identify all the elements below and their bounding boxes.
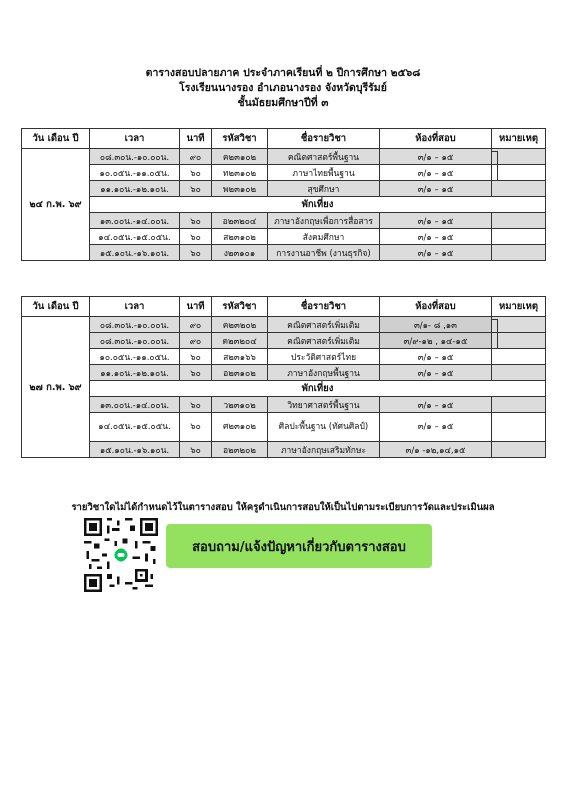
time-cell: ๐๘.๓๐น.-๑๐.๐๐น. bbox=[90, 317, 180, 333]
subject-cell: ภาษาอังกฤษพื้นฐาน bbox=[268, 365, 380, 381]
table-row bbox=[22, 349, 546, 365]
table-header-row bbox=[22, 297, 546, 317]
code-cell: ส๒๓๑๐๒ bbox=[212, 229, 268, 245]
time-cell: ๑๔.๐๕น.-๑๕.๐๕น. bbox=[90, 413, 180, 442]
room-cell: ๓/๙-๑๒ , ๑๔-๑๕ bbox=[380, 333, 492, 349]
subject-cell: ภาษาไทยพื้นฐาน bbox=[268, 165, 380, 181]
exam-date: ๒๗ ก.พ. ๖๙ bbox=[22, 317, 90, 458]
minutes-cell: ๖๐ bbox=[180, 442, 212, 458]
subject-cell: ภาษาอังกฤษเพื่อการสื่อสาร bbox=[268, 213, 380, 229]
exam-table-day1 bbox=[21, 128, 546, 261]
code-cell: พ๒๓๑๐๒ bbox=[212, 181, 268, 197]
table-row bbox=[22, 181, 546, 197]
exam-table-day2 bbox=[21, 296, 546, 458]
remark-cell bbox=[492, 365, 546, 381]
remark-cell bbox=[492, 213, 546, 229]
minutes-cell: ๖๐ bbox=[180, 397, 212, 413]
code-cell: ค๒๓๑๐๒ bbox=[212, 149, 268, 165]
code-cell: ค๒๓๒๐๔ bbox=[212, 333, 268, 349]
col-date: วัน เดือน ปี bbox=[22, 297, 90, 317]
room-cell: ๓/๑ – ๑๕ bbox=[380, 213, 492, 229]
subject-cell: สังคมศึกษา bbox=[268, 229, 380, 245]
minutes-cell: ๖๐ bbox=[180, 365, 212, 381]
code-cell: อ๒๓๑๐๒ bbox=[212, 365, 268, 381]
col-date: วัน เดือน ปี bbox=[22, 129, 90, 149]
table-row bbox=[22, 229, 546, 245]
remark-cell bbox=[492, 333, 546, 349]
subject-cell: วิทยาศาสตร์พื้นฐาน bbox=[268, 397, 380, 413]
remark-cell bbox=[492, 165, 546, 181]
code-cell: ว๒๓๑๐๒ bbox=[212, 397, 268, 413]
contact-exam-schedule-button[interactable]: สอบถาม/แจ้งปัญหาเกี่ยวกับตารางสอบ bbox=[166, 524, 432, 568]
minutes-cell: ๖๐ bbox=[180, 413, 212, 442]
remark-cell bbox=[492, 413, 546, 442]
subject-cell: การงานอาชีพ (งานธุรกิจ) bbox=[268, 245, 380, 261]
remark-cell bbox=[492, 181, 546, 197]
minutes-cell: ๙๐ bbox=[180, 333, 212, 349]
room-cell: ๓/๑ – ๑๕ bbox=[380, 149, 492, 165]
subject-cell: คณิตศาสตร์เพิ่มเติม bbox=[268, 333, 380, 349]
minutes-cell: ๖๐ bbox=[180, 165, 212, 181]
code-cell: ส๒๓๑๖๖ bbox=[212, 349, 268, 365]
col-minutes: นาที bbox=[180, 129, 212, 149]
table-row bbox=[22, 397, 546, 413]
col-remark: หมายเหตุ bbox=[492, 297, 546, 317]
remark-bracket bbox=[491, 151, 498, 181]
lunch-break-label: พักเที่ยง bbox=[90, 381, 546, 397]
room-cell: ๓/๑ – ๑๕ bbox=[380, 365, 492, 381]
time-cell: ๑๔.๐๕น.-๑๕.๐๕น. bbox=[90, 229, 180, 245]
minutes-cell: ๖๐ bbox=[180, 349, 212, 365]
room-cell: ๓/๑ -๑๒,๑๔,๑๕ bbox=[380, 442, 492, 458]
lunch-break-label: พักเที่ยง bbox=[90, 197, 546, 213]
col-subject: ชื่อรายวิชา bbox=[268, 129, 380, 149]
col-remark: หมายเหตุ bbox=[492, 129, 546, 149]
school-name: โรงเรียนนางรอง อำเภอนางรอง จังหวัดบุรีรัมย์ bbox=[179, 82, 387, 94]
subject-cell: สุขศึกษา bbox=[268, 181, 380, 197]
room-cell: ๓/๑ – ๑๕ bbox=[380, 397, 492, 413]
room-cell: ๓/๑ – ๑๕ bbox=[380, 181, 492, 197]
col-subject: ชื่อรายวิชา bbox=[268, 297, 380, 317]
room-cell: ๓/๑- ๘ ,๑๓ bbox=[380, 317, 492, 333]
remark-cell bbox=[492, 245, 546, 261]
table-row bbox=[22, 333, 546, 349]
table-row bbox=[22, 245, 546, 261]
time-cell: ๑๑.๑๐น.-๑๒.๑๐น. bbox=[90, 365, 180, 381]
exam-note: รายวิชาใดไม่ได้กำหนดไว้ในตารางสอบ ให้ครูดำเนินการสอบให้เป็นไปตามระเบียบการวัดและประเมินผล bbox=[71, 502, 495, 513]
minutes-cell: ๖๐ bbox=[180, 181, 212, 197]
col-time: เวลา bbox=[90, 129, 180, 149]
document-header bbox=[0, 66, 566, 111]
minutes-cell: ๙๐ bbox=[180, 317, 212, 333]
code-cell: ศ๒๓๑๐๒ bbox=[212, 413, 268, 442]
table-row bbox=[22, 442, 546, 458]
table-row bbox=[22, 317, 546, 333]
time-cell: ๑๕.๑๐น.-๑๖.๑๐น. bbox=[90, 442, 180, 458]
col-minutes: นาที bbox=[180, 297, 212, 317]
code-cell: ค๒๓๒๐๒ bbox=[212, 317, 268, 333]
table-row bbox=[22, 149, 546, 165]
line-qr-code-icon[interactable] bbox=[84, 518, 158, 592]
code-cell: อ๒๓๒๐๔ bbox=[212, 213, 268, 229]
subject-cell: ภาษาอังกฤษเสริมทักษะ bbox=[268, 442, 380, 458]
time-cell: ๐๘.๓๐น.-๑๐.๐๐น. bbox=[90, 333, 180, 349]
grade-level: ชั้นมัธยมศึกษาปีที่ ๓ bbox=[237, 97, 329, 109]
remark-cell bbox=[492, 317, 546, 333]
code-cell: อ๒๓๒๐๒ bbox=[212, 442, 268, 458]
minutes-cell: ๖๐ bbox=[180, 245, 212, 261]
room-cell: ๓/๑ – ๑๕ bbox=[380, 349, 492, 365]
table-row bbox=[22, 165, 546, 181]
minutes-cell: ๙๐ bbox=[180, 149, 212, 165]
col-room: ห้องที่สอบ bbox=[380, 129, 492, 149]
table-header-row bbox=[22, 129, 546, 149]
table-row bbox=[22, 365, 546, 381]
remark-cell bbox=[492, 349, 546, 365]
subject-cell: ประวัติศาสตร์ไทย bbox=[268, 349, 380, 365]
lunch-row bbox=[22, 197, 546, 213]
remark-cell bbox=[492, 229, 546, 245]
minutes-cell: ๖๐ bbox=[180, 213, 212, 229]
minutes-cell: ๖๐ bbox=[180, 229, 212, 245]
time-cell: ๑๓.๐๐น.-๑๔.๐๐น. bbox=[90, 213, 180, 229]
col-code: รหัสวิชา bbox=[212, 297, 268, 317]
remark-cell bbox=[492, 149, 546, 165]
remark-bracket bbox=[491, 319, 498, 349]
time-cell: ๑๐.๐๕น.-๑๑.๐๕น. bbox=[90, 349, 180, 365]
remark-cell bbox=[492, 397, 546, 413]
subject-cell: คณิตศาสตร์พื้นฐาน bbox=[268, 149, 380, 165]
col-code: รหัสวิชา bbox=[212, 129, 268, 149]
time-cell: ๑๕.๑๐น.-๑๖.๑๐น. bbox=[90, 245, 180, 261]
time-cell: ๐๘.๓๐น.-๑๐.๐๐น. bbox=[90, 149, 180, 165]
time-cell: ๑๓.๐๐น.-๑๔.๐๐น. bbox=[90, 397, 180, 413]
room-cell: ๓/๑ – ๑๕ bbox=[380, 229, 492, 245]
table-row bbox=[22, 413, 546, 442]
exam-title: ตารางสอบปลายภาค ประจำภาคเรียนที่ ๒ ปีการศึกษา ๒๕๖๘ bbox=[145, 67, 421, 79]
table-row bbox=[22, 213, 546, 229]
lunch-row bbox=[22, 381, 546, 397]
room-cell: ๓/๑ – ๑๕ bbox=[380, 413, 492, 442]
room-cell: ๓/๑ – ๑๕ bbox=[380, 245, 492, 261]
time-cell: ๑๑.๑๐น.-๑๒.๑๐น. bbox=[90, 181, 180, 197]
time-cell: ๑๐.๐๕น.-๑๑.๐๕น. bbox=[90, 165, 180, 181]
col-time: เวลา bbox=[90, 297, 180, 317]
room-cell: ๓/๑ – ๑๕ bbox=[380, 165, 492, 181]
code-cell: ง๒๓๑๐๑ bbox=[212, 245, 268, 261]
remark-cell bbox=[492, 442, 546, 458]
col-room: ห้องที่สอบ bbox=[380, 297, 492, 317]
code-cell: ท๒๓๑๐๒ bbox=[212, 165, 268, 181]
subject-cell: คณิตศาสตร์เพิ่มเติม bbox=[268, 317, 380, 333]
subject-cell: ศิลปะพื้นฐาน (ทัศนศิลป์) bbox=[268, 413, 380, 442]
exam-date: ๒๔ ก.พ. ๖๙ bbox=[22, 149, 90, 261]
